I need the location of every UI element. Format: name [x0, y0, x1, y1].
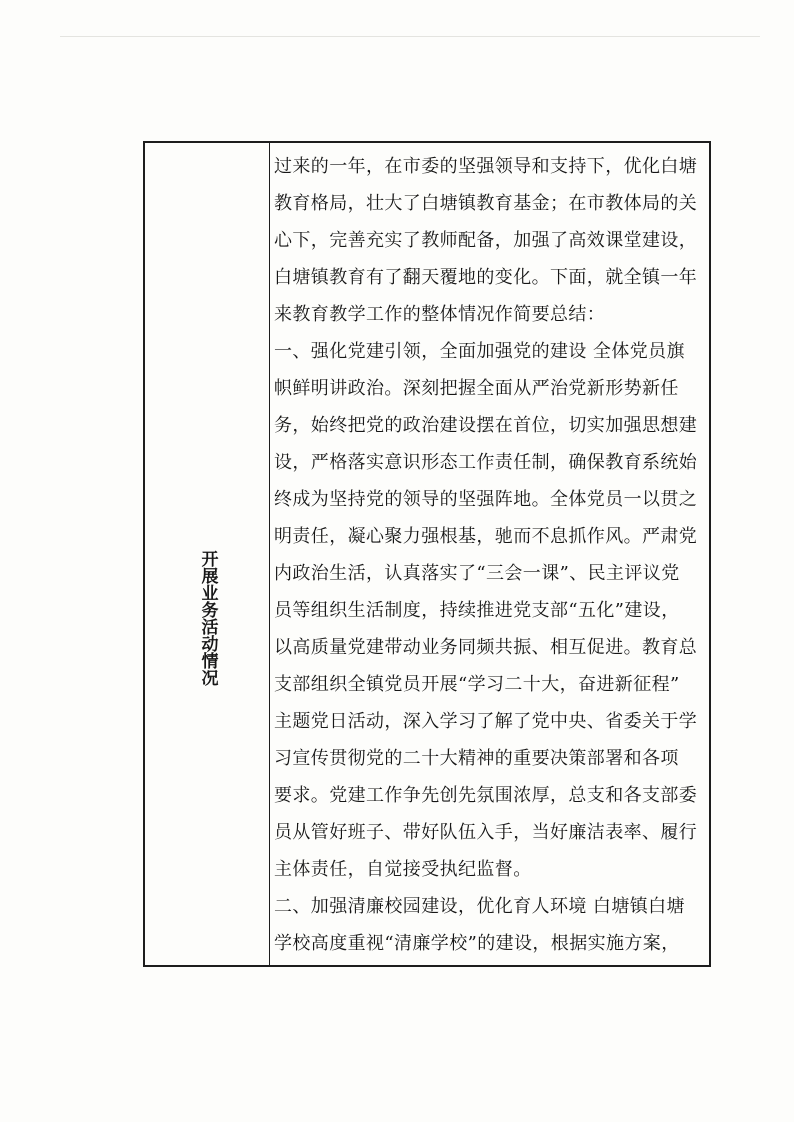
- content-cell: [270, 143, 709, 965]
- form-table: [143, 141, 711, 967]
- content-line: 二、加强清廉校园建设，优化育人环境 白塘镇白塘: [274, 896, 685, 917]
- section-label: 开展业务活动情况: [197, 550, 218, 686]
- content-line: 主题党日活动，深入学习了解了党中央、省委关于学: [274, 711, 698, 732]
- content-line: 帜鲜明讲政治。深刻把握全面从严治党新形势新任: [274, 378, 679, 399]
- content-line: 内政治生活，认真落实了“三会一课”、民主评议党: [274, 563, 680, 584]
- content-line: 教育格局，壮大了白塘镇教育基金；在市教体局的关: [274, 193, 698, 214]
- content-line: 心下，完善充实了教师配备，加强了高效课堂建设，: [274, 230, 698, 251]
- content-line: 以高质量党建带动业务同频共振、相互促进。教育总: [274, 637, 698, 658]
- content-line: 支部组织全镇党员开展“学习二十大，奋进新征程”: [274, 674, 680, 695]
- content-line: 过来的一年，在市委的坚强领导和支持下，优化白塘: [274, 156, 698, 177]
- content-line: 终成为坚持党的领导的坚强阵地。全体党员一以贯之: [274, 489, 698, 510]
- label-cell: [145, 143, 270, 965]
- content-line: 一、强化党建引领，全面加强党的建设 全体党员旗: [274, 341, 685, 362]
- content-line: 员等组织生活制度，持续推进党支部“五化”建设，: [274, 600, 680, 621]
- scan-edge-line: [60, 36, 760, 37]
- content-line: 明责任，凝心聚力强根基，驰而不息抓作风。严肃党: [274, 526, 698, 547]
- content-line: 设，严格落实意识形态工作责任制，确保教育系统始: [274, 452, 698, 473]
- content-line: 主体责任，自觉接受执纪监督。: [274, 859, 532, 880]
- content-line: 白塘镇教育有了翻天覆地的变化。下面，就全镇一年: [274, 267, 698, 288]
- content-line: 要求。党建工作争先创先氛围浓厚，总支和各支部委: [274, 785, 698, 806]
- content-line: 来教育教学工作的整体情况作简要总结：: [274, 304, 606, 325]
- content-line: 习宣传贯彻党的二十大精神的重要决策部署和各项: [274, 748, 679, 769]
- content-line: 学校高度重视“清廉学校”的建设，根据实施方案，: [274, 933, 680, 954]
- content-line: 员从管好班子、带好队伍入手，当好廉洁表率、履行: [274, 822, 698, 843]
- content-line: 务，始终把党的政治建设摆在首位，切实加强思想建: [274, 415, 698, 436]
